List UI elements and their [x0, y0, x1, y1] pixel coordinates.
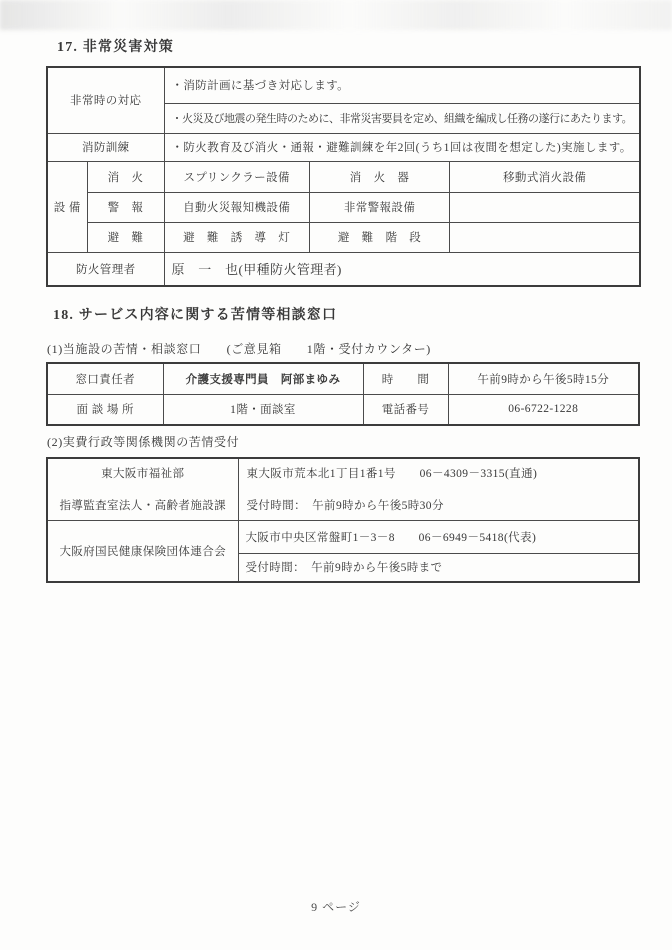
hours-label: 時 間 [363, 363, 448, 394]
hours-value: 午前9時から午後5時15分 [448, 363, 639, 394]
equipment-fire-2: 消 火 器 [309, 161, 449, 192]
equipment-category-alarm: 警 報 [87, 192, 164, 222]
equipment-evac-3 [450, 222, 640, 252]
fire-drill-text: ・防火教育及び消火・通報・避難訓練を年2回(うち1回は夜間を想定した)実施します。 [164, 133, 640, 161]
section-18-2-heading: (2)実費行政等関係機関の苦情受付 [47, 435, 240, 449]
equipment-category-evacuation: 避 難 [87, 222, 164, 252]
equipment-alarm-3 [450, 192, 640, 222]
agency-1-detail-cell [238, 458, 639, 520]
scan-noise-band [0, 0, 672, 30]
equipment-alarm-2: 非常警報設備 [309, 192, 449, 222]
section-18-1-heading: (1)当施設の苦情・相談窓口 (ご意見箱 1階・受付カウンター) [47, 342, 431, 356]
agency-1-cell [47, 458, 238, 520]
agency-2-name: 大阪府国民健康保険団体連合会 [47, 520, 238, 582]
emergency-response-item-1: ・消防計画に基づき対応します。 [164, 67, 640, 103]
disaster-measures-table [46, 66, 641, 287]
phone-value: 06-6722-1228 [448, 394, 639, 425]
phone-label: 電話番号 [363, 394, 448, 425]
equipment-evac-1: 避 難 誘 導 灯 [164, 222, 309, 252]
page-number: 9 ページ [311, 900, 361, 914]
agency-1-name-line1: 東大阪市福祉部 [101, 468, 185, 481]
emergency-response-label: 非常時の対応 [47, 67, 164, 133]
agency-2-reception-hours: 受付時間： 午前9時から午後5時まで [238, 553, 639, 582]
equipment-alarm-1: 自動火災報知機設備 [164, 192, 309, 222]
equipment-category-fire: 消 火 [87, 161, 164, 192]
section-18-heading: 18. サービス内容に関する苦情等相談窓口 [53, 308, 338, 323]
equipment-label: 設 備 [47, 161, 87, 252]
agency-complaint-table [46, 457, 640, 583]
section-17-heading: 17. 非常災害対策 [57, 40, 174, 55]
facility-complaint-table [46, 362, 640, 426]
fire-manager-label: 防火管理者 [47, 252, 164, 286]
emergency-response-item-2: ・火災及び地震の発生時のために、非常災害要員を定め、組織を編成し任務の遂行にあたります。 [164, 103, 640, 133]
agency-1-name-line2: 指導監査室法人・高齢者施設課 [59, 500, 227, 513]
meeting-place-value: 1階・面談室 [163, 394, 363, 425]
fire-drill-label: 消防訓練 [47, 133, 164, 161]
window-manager-label: 窓口責任者 [47, 363, 163, 394]
window-manager-value: 介護支援専門員 阿部まゆみ [163, 363, 363, 394]
equipment-evac-2: 避 難 階 段 [309, 222, 449, 252]
fire-manager-value: 原 一 也(甲種防火管理者) [164, 252, 640, 286]
equipment-fire-1: スプリンクラー設備 [164, 161, 309, 192]
agency-1-address-phone: 東大阪市荒本北1丁目1番1号 06－4309－3315(直通) [246, 468, 538, 481]
agency-1-reception-hours: 受付時間： 午前9時から午後5時30分 [246, 500, 444, 513]
equipment-fire-3: 移動式消火設備 [450, 161, 640, 192]
meeting-place-label: 面 談 場 所 [47, 394, 163, 425]
agency-2-address-phone: 大阪市中央区常盤町1－3－8 06－6949－5418(代表) [238, 520, 639, 553]
